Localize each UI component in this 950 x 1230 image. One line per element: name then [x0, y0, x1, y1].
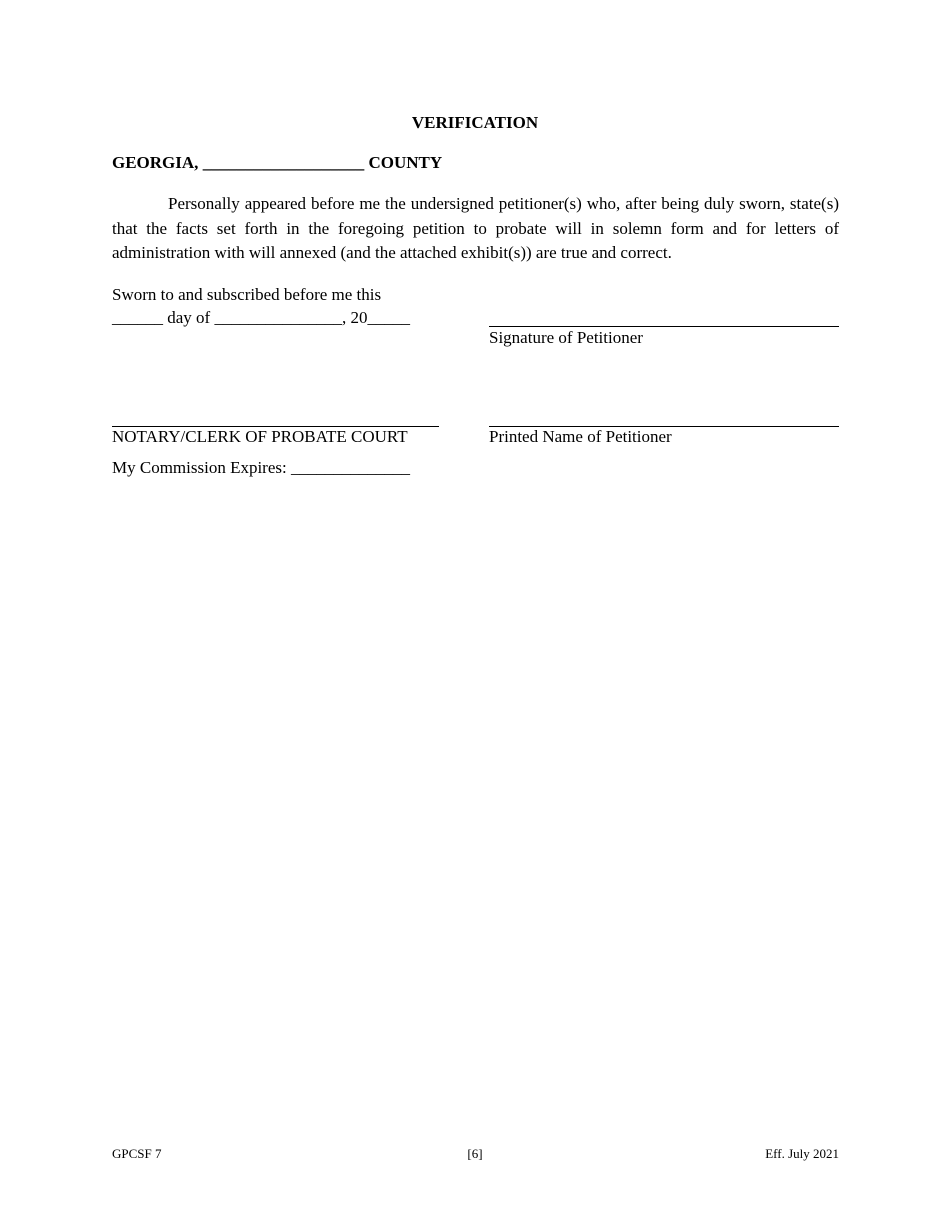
sworn-line-1: Sworn to and subscribed before me this: [112, 285, 382, 304]
county-line: [112, 153, 442, 173]
footer-page-number: [6]: [467, 1146, 483, 1161]
commission-label: My Commission Expires:: [112, 458, 291, 477]
footer-effective-date: Eff. July 2021: [765, 1146, 839, 1161]
sworn-date-line: ______ day of _______________, 20_____: [112, 308, 410, 327]
county-label: COUNTY: [368, 153, 443, 172]
signature-line: [489, 326, 839, 327]
verification-paragraph: Personally appeared before me the undersigned petitioner(s) who, after being duly sworn, state(s) that the facts set forth in the foregoing petition to probate will in solemn form and for letters of administration with will annexed (and the attached exhibit(s)) are true and correct.: [112, 194, 839, 262]
state-label: GEORGIA,: [112, 153, 199, 172]
page-title: VERIFICATION: [411, 113, 539, 132]
signature-label: Signature of Petitioner: [489, 328, 643, 347]
notary-label: NOTARY/CLERK OF PROBATE COURT: [112, 427, 408, 446]
commission-expires: [112, 458, 410, 478]
footer-form-id: GPCSF 7: [112, 1146, 162, 1161]
commission-blank: ______________: [290, 458, 410, 477]
printed-name-label: Printed Name of Petitioner: [489, 427, 672, 446]
county-blank: ___________________: [202, 153, 365, 172]
